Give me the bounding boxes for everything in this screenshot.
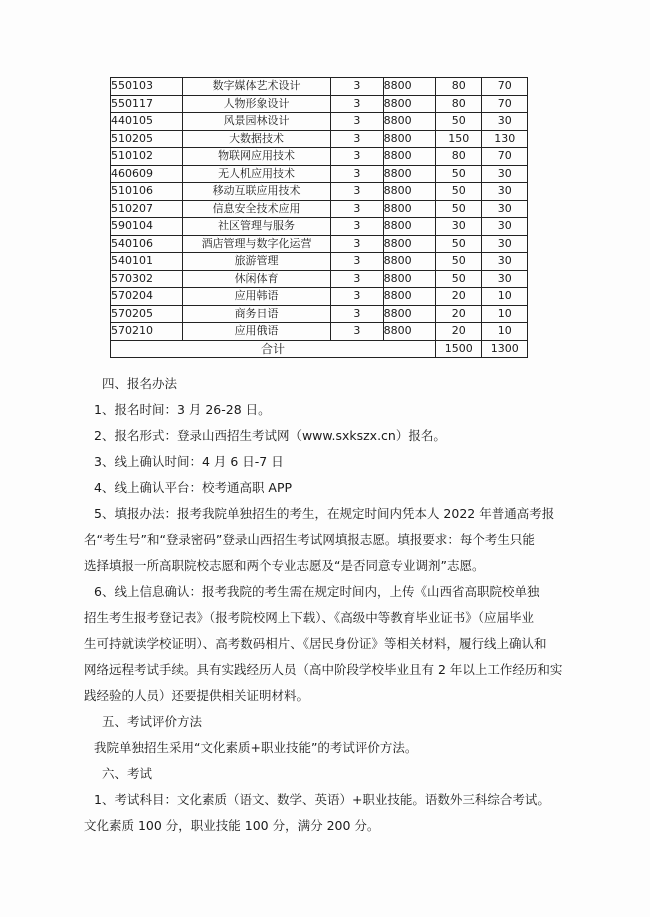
quota-cell: 50 [435,253,481,271]
paragraph-line: 1、报名时间：3 月 26-28 日。 [94,402,271,417]
document-body [84,371,568,839]
table-row [111,78,528,96]
quota-cell: 30 [482,183,528,201]
major-name-cell: 旅游管理 [183,253,331,271]
tuition-cell: 8800 [383,305,435,323]
major-code-cell: 540106 [111,235,183,253]
paragraph-line: 2、报名形式：登录山西招生考试网（www.sxkszx.cn）报名。 [94,428,446,443]
major-code-cell: 510205 [111,130,183,148]
tuition-cell: 8800 [383,218,435,236]
major-name-cell: 信息安全技术应用 [183,200,331,218]
tuition-cell: 8800 [383,113,435,131]
quota-cell: 20 [435,305,481,323]
major-code-cell: 540101 [111,253,183,271]
table-row [111,113,528,131]
quota-cell: 20 [435,288,481,306]
tuition-cell: 8800 [383,95,435,113]
paragraph-line: 6、线上信息确认：报考我院的考生需在规定时间内，上传《山西省高职院校单独 [94,584,540,599]
quota-cell: 30 [482,218,528,236]
paragraph-line: 我院单独招生采用“文化素质+职业技能”的考试评价方法。 [94,740,418,755]
major-name-cell: 风景园林设计 [183,113,331,131]
quota-cell: 30 [482,113,528,131]
tuition-cell: 8800 [383,253,435,271]
table-row [111,130,528,148]
paragraph-line: 3、线上确认时间：4 月 6 日-7 日 [94,454,284,469]
quota-cell: 30 [482,270,528,288]
enrollment-plan-table [110,77,528,358]
tuition-cell: 8800 [383,148,435,166]
duration-cell: 3 [331,323,384,341]
quota-cell: 130 [482,130,528,148]
paragraph-line: 4、线上确认平台：校考通高职 APP [94,480,293,495]
paragraph-line: 招生考生报考登记表》（报考院校网上下载）、《高级中等教育毕业证书》（应届毕业 [84,610,535,625]
quota-cell: 20 [435,323,481,341]
paragraph-line: 选择填报一所高职院校志愿和两个专业志愿及“是否同意专业调剂”志愿。 [84,558,485,573]
paragraph-line: 1、考试科目：文化素质（语文、数学、英语）+职业技能。语数外三科综合考试。 [94,792,550,807]
major-code-cell: 570205 [111,305,183,323]
paragraph-line: 文化素质 100 分，职业技能 100 分，满分 200 分。 [84,818,380,833]
duration-cell: 3 [331,200,384,218]
paragraph-line: 名“考生号”和“登录密码”登录山西招生考试网填报志愿。填报要求：每个考生只能 [84,532,535,547]
quota-cell: 30 [435,218,481,236]
duration-cell: 3 [331,113,384,131]
table-row [111,323,528,341]
tuition-cell: 8800 [383,288,435,306]
table-row [111,200,528,218]
quota-cell: 80 [435,148,481,166]
quota-cell: 30 [482,165,528,183]
table-row [111,253,528,271]
paragraph-line: 践经验的人员）还要提供相关证明材料。 [84,688,310,703]
quota-cell: 50 [435,113,481,131]
major-name-cell: 休闲体育 [183,270,331,288]
quota-cell: 10 [482,288,528,306]
duration-cell: 3 [331,165,384,183]
major-code-cell: 460609 [111,165,183,183]
table-row [111,270,528,288]
total-label: 合计 [111,340,436,358]
major-name-cell: 应用韩语 [183,288,331,306]
major-code-cell: 570302 [111,270,183,288]
quota-cell: 50 [435,165,481,183]
total-quota-cell: 1300 [482,340,528,358]
quota-cell: 50 [435,200,481,218]
major-code-cell: 590104 [111,218,183,236]
quota-cell: 50 [435,270,481,288]
quota-cell: 30 [482,235,528,253]
tuition-cell: 8800 [383,183,435,201]
major-name-cell: 应用俄语 [183,323,331,341]
duration-cell: 3 [331,183,384,201]
table-row [111,148,528,166]
quota-cell: 50 [435,183,481,201]
quota-cell: 30 [482,200,528,218]
tuition-cell: 8800 [383,200,435,218]
table-row [111,165,528,183]
quota-cell: 70 [482,78,528,96]
major-name-cell: 大数据技术 [183,130,331,148]
duration-cell: 3 [331,305,384,323]
quota-cell: 70 [482,148,528,166]
paragraph-line: 网络远程考试手续。具有实践经历人员（高中阶段学校毕业且有 2 年以上工作经历和实 [84,662,563,677]
duration-cell: 3 [331,253,384,271]
tuition-cell: 8800 [383,78,435,96]
quota-cell: 50 [435,235,481,253]
tuition-cell: 8800 [383,270,435,288]
section-heading-evaluation: 五、考试评价方法 [102,714,203,729]
duration-cell: 3 [331,148,384,166]
major-code-cell: 550103 [111,78,183,96]
duration-cell: 3 [331,130,384,148]
major-name-cell: 人物形象设计 [183,95,331,113]
major-code-cell: 510102 [111,148,183,166]
paragraph-line: 5、填报办法：报考我院单独招生的考生，在规定时间内凭本人 2022 年普通高考报 [94,506,555,521]
major-code-cell: 510106 [111,183,183,201]
tuition-cell: 8800 [383,165,435,183]
table-row [111,183,528,201]
tuition-cell: 8800 [383,323,435,341]
major-name-cell: 数字媒体艺术设计 [183,78,331,96]
major-code-cell: 440105 [111,113,183,131]
section-heading-exam: 六、考试 [102,766,153,781]
duration-cell: 3 [331,95,384,113]
duration-cell: 3 [331,78,384,96]
tuition-cell: 8800 [383,235,435,253]
major-code-cell: 570210 [111,323,183,341]
quota-cell: 150 [435,130,481,148]
duration-cell: 3 [331,270,384,288]
major-name-cell: 社区管理与服务 [183,218,331,236]
major-name-cell: 无人机应用技术 [183,165,331,183]
paragraph-line: 生可持就读学校证明）、高考数码相片、《居民身份证》等相关材料，履行线上确认和 [84,636,547,651]
quota-cell: 80 [435,78,481,96]
major-name-cell: 商务日语 [183,305,331,323]
quota-cell: 10 [482,305,528,323]
table-row [111,305,528,323]
duration-cell: 3 [331,235,384,253]
total-quota-cell: 1500 [435,340,481,358]
quota-cell: 10 [482,323,528,341]
duration-cell: 3 [331,218,384,236]
quota-cell: 80 [435,95,481,113]
major-code-cell: 550117 [111,95,183,113]
table-row [111,235,528,253]
quota-cell: 30 [482,253,528,271]
quota-cell: 70 [482,95,528,113]
table-row [111,288,528,306]
table-row [111,218,528,236]
major-name-cell: 移动互联应用技术 [183,183,331,201]
tuition-cell: 8800 [383,130,435,148]
major-code-cell: 510207 [111,200,183,218]
duration-cell: 3 [331,288,384,306]
major-code-cell: 570204 [111,288,183,306]
major-name-cell: 物联网应用技术 [183,148,331,166]
table-row [111,95,528,113]
total-row [111,340,528,358]
section-heading-registration: 四、报名办法 [102,376,178,391]
major-name-cell: 酒店管理与数字化运营 [183,235,331,253]
